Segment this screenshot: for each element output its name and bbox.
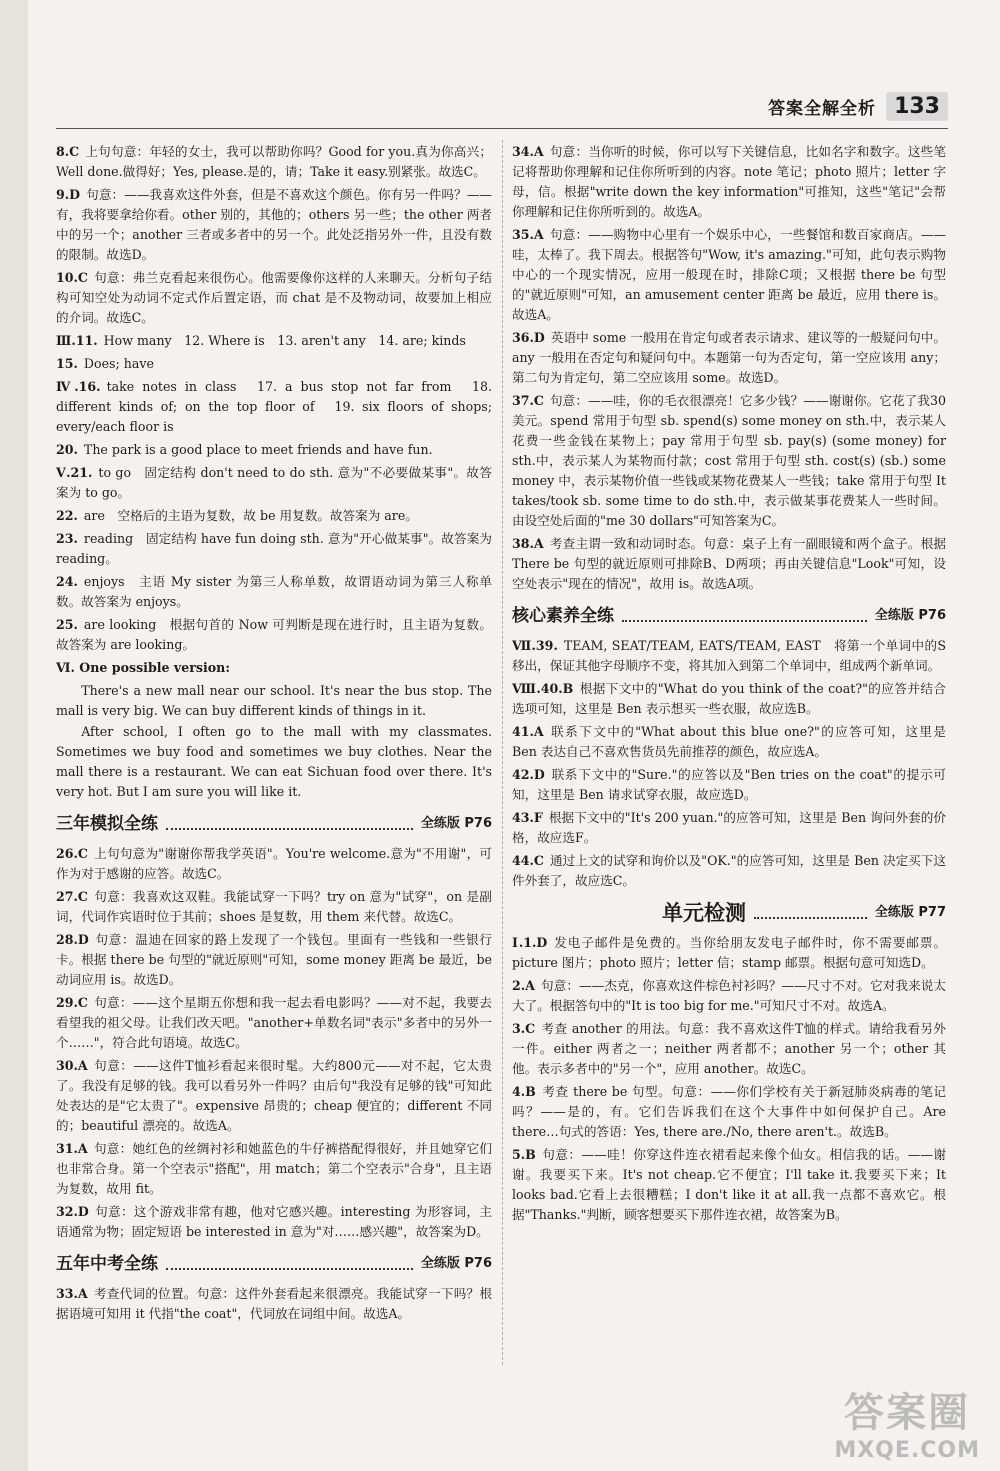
answer-list-right	[512, 142, 946, 594]
dotted-leader	[622, 610, 867, 622]
answer-number: 42.D	[512, 767, 545, 782]
answer-text: Does; have	[83, 356, 154, 371]
answer-text: 考查主谓一致和动词时态。句意：桌子上有一副眼镜和两个盒子。根据 There be 句型的就近原则可排除B、D两项；再由关键信息"Look"可知，设空处表示"现在的情况"，故用 is。故选A项。	[512, 536, 946, 591]
answer-number: 36.D	[512, 330, 545, 345]
column-divider	[502, 140, 503, 1365]
header-title: 答案全解全析	[768, 99, 877, 119]
answer-text: 联系下文中的"What about this blue one?"的应答可知，这里是 Ben 表达自己不喜欢售货员先前推荐的颜色，故应选A。	[512, 724, 946, 759]
section-header-danyuan	[662, 903, 946, 923]
answer-number: Ⅰ.1.D	[512, 935, 548, 950]
answer-text: 通过上文的试穿和询价以及"OK."的应答可知，这里是 Ben 决定买下这件外套了，故应选C。	[512, 853, 946, 888]
watermark-line: MXQE.COM	[834, 1438, 980, 1463]
section-ref: 全练版 P76	[874, 608, 946, 623]
answer-number: 26.C	[56, 846, 88, 861]
answer-item	[512, 1019, 946, 1079]
answer-item	[56, 354, 492, 374]
dotted-leader	[754, 907, 867, 919]
answer-item	[56, 377, 492, 437]
answer-text: TEAM, SEAT/TEAM, EATS/TEAM, EAST 将第一个单词中的S移出，保证其他字母顺序不变，将其加入到第二个单词中，组成两个新单词。	[512, 638, 947, 673]
answer-item	[56, 440, 492, 460]
answer-item	[56, 930, 492, 990]
answer-item	[512, 808, 946, 848]
answer-number: Ⅲ.11.	[56, 333, 98, 348]
answer-item	[512, 1082, 946, 1142]
answer-number: 2.A	[512, 978, 535, 993]
answer-item	[56, 142, 492, 182]
answer-number: 24.	[56, 574, 78, 589]
answer-item	[56, 1056, 492, 1136]
answer-item	[512, 636, 946, 676]
answer-number: 38.A	[512, 536, 544, 551]
answer-number: 27.C	[56, 889, 88, 904]
answer-list-hexin	[512, 636, 946, 891]
answer-item	[512, 391, 946, 531]
answer-number: 25.	[56, 617, 78, 632]
answer-text: The park is a good place to meet friends and have fun.	[83, 442, 433, 457]
answer-text: 考查代词的位置。句意：这件外套看起来很漂亮。我能试穿一下吗？根据语境可知用 it 代指"the coat"，代词放在词组中间。故选A。	[56, 1286, 492, 1321]
answer-text: 句意：当你听的时候，你可以写下关键信息，比如名字和数字。这些笔记将帮助你理解和记住你所听到的内容。note 笔记；photo 照片；letter 字母，信。根据"write down the key information"可推知，这些"笔记"会帮你理解和记住你所听到的。故选A。	[512, 144, 946, 219]
answer-item	[56, 506, 492, 526]
answer-number: 9.D	[56, 187, 81, 202]
answer-item	[56, 463, 492, 503]
answer-text: 联系下文中的"Sure."的应答以及"Ben tries on the coat"的提示可知，这里是 Ben 请求试穿衣服，故应选D。	[512, 767, 946, 802]
essay-block	[56, 658, 492, 802]
section-ref: 全练版 P76	[420, 1256, 492, 1271]
answer-text: 句意：——哇，你的毛衣很漂亮！它多少钱？——谢谢你。它花了我30美元。spend 常用于句型 sb. spend(s) some money on sth.中，表示某人花费一些金钱在某物上；pay 常用于句型 sb. pay(s) (some money) for sth.中，表示某人为某物而付款；cost 常用于句型 sth. cost(s) (sb.) some money 中，表示某物价值一些钱或某物花费某人一些钱；take 常用于句型 It takes/took sb. some time to do sth.中，表示做某事花费某人一些时间。由设空处后面的"me 30 dollars"可知答案为C。	[512, 393, 946, 528]
answer-list-wunian	[56, 1284, 492, 1324]
answer-item	[512, 851, 946, 891]
page-edge	[0, 0, 28, 1471]
dotted-leader	[166, 818, 413, 830]
answer-number: 23.	[56, 531, 78, 546]
answer-number: 28.D	[56, 932, 89, 947]
section-ref: 全练版 P76	[420, 816, 492, 831]
essay-heading: Ⅵ. One possible version:	[56, 660, 230, 675]
answer-item	[512, 722, 946, 762]
page-header	[768, 92, 948, 121]
answer-text: 英语中 some 一般用在肯定句或者表示请求、建议等的一般疑问句中。any 一般用在否定句和疑问句中。本题第一句为否定句，第一空应该用 any；第二句为肯定句，第二空应该用 some。故选D。	[512, 330, 946, 385]
answer-text: 句意：——购物中心里有一个娱乐中心，一些餐馆和数百家商店。——哇，太棒了。我下周去。根据答句"Wow, it's amazing."可知，此句表示购物中心的一个现实情况，应用一般现在时，排除C项；又根据 there be 句型的"就近原则"可知，an amusement center 距离 be 最近，应用 there is。故选A。	[512, 227, 946, 322]
header-rule	[56, 128, 948, 129]
answer-text: 句意：——哇！你穿这件连衣裙看起来像个仙女。相信我的话。——谢谢。我要买下来。It's not cheap.它不便宜；I'll take it.我要买下来；It looks bad.它看上去很糟糕；I don't like it at all.我一点都不喜欢它。根据"Thanks."判断，顾客想要买下那件连衣裙，故答案为B。	[512, 1147, 946, 1222]
answer-text: 句意：她红色的丝绸衬衫和她蓝色的牛仔裤搭配得很好，并且她穿它们也非常合身。第一个空表示"搭配"，用 match；第二个空表示"合身"，且主语为复数，故用 fit。	[56, 1141, 492, 1196]
section-title: 三年模拟全练	[56, 814, 158, 834]
answer-number: 3.C	[512, 1021, 536, 1036]
section-header-sannian	[56, 814, 492, 834]
answer-item	[512, 534, 946, 594]
answer-number: 30.A	[56, 1058, 88, 1073]
section-header-hexin	[512, 606, 946, 626]
answer-item	[56, 887, 492, 927]
answer-number: 34.A	[512, 144, 544, 159]
answer-item	[56, 1139, 492, 1199]
answer-text: to go 固定结构 don't need to do sth. 意为"不必要做某事"。故答案为 to go。	[56, 465, 492, 500]
left-column	[56, 142, 492, 1327]
answer-text: 句意：——这件T恤衫看起来很时髦。大约800元——对不起，它太贵了。我没有足够的钱。我可以看另外一件吗？由后句"我没有足够的钱"可知此处表达的是"它太贵了"。expensive 昂贵的；cheap 便宜的；different 不同的；beautiful 漂亮的。故选A。	[56, 1058, 492, 1133]
answer-number: 8.C	[56, 144, 80, 159]
section-title: 五年中考全练	[56, 1254, 158, 1274]
answer-text: 句意：我喜欢这双鞋。我能试穿一下吗？try on 意为"试穿"，on 是副词，代词作宾语时位于其前；shoes 是复数，用 them 来代替。故选C。	[56, 889, 492, 924]
answer-number: 10.C	[56, 270, 88, 285]
answer-item	[512, 976, 946, 1016]
answer-item	[512, 142, 946, 222]
answer-number: 37.C	[512, 393, 544, 408]
answer-number: 44.C	[512, 853, 544, 868]
essay-paragraph: After school, I often go to the mall with my classmates. Sometimes we buy food and sometimes we buy clothes. Near the mall there is a restaurant. We can eat Sichuan food over there. It's very hot. But I am sure you will like it.	[56, 724, 492, 799]
section-title: 单元检测	[662, 901, 746, 925]
answer-text: 句意：——杰克，你喜欢这件棕色衬衫吗？——尺寸不对。它对我来说太大了。根据答句中的"It is too big for me."可知尺寸不对。故选A。	[512, 978, 946, 1013]
answer-text: 上句句意为"谢谢你帮我学英语"。You're welcome.意为"不用谢"，可作为对于感谢的应答。故选C。	[56, 846, 492, 881]
answer-item	[512, 765, 946, 805]
answer-text: are looking 根据句首的 Now 可判断是现在进行时，且主语为复数。故答案为 are looking。	[56, 617, 492, 652]
answer-number: 22.	[56, 508, 78, 523]
answer-item	[56, 331, 492, 351]
answer-list-left	[56, 142, 492, 655]
answer-item	[512, 225, 946, 325]
section-ref: 全练版 P77	[874, 905, 946, 920]
section-header-wunian	[56, 1254, 492, 1274]
answer-text: 句意：——我喜欢这件外套，但是不喜欢这个颜色。你有另一件吗？——有，我将要拿给你看。other 别的，其他的；others 另一些；the other 两者中的另一个；another 三者或多者中的另一个。此处泛指另外一件，且没有数的限制。故选D。	[56, 187, 492, 262]
watermark-line: 答案圈	[844, 1390, 971, 1436]
answer-number: Ⅳ.16.	[56, 379, 101, 394]
answer-number: 15.	[56, 356, 78, 371]
answer-text: 句意：这个游戏非常有趣，他对它感兴趣。interesting 为形容词，主语通常为物；固定短语 be interested in 意为"对……感兴趣"，故答案为D。	[56, 1204, 492, 1239]
section-title: 核心素养全练	[512, 606, 614, 626]
answer-text: How many 12. Where is 13. aren't any 14. are; kinds	[103, 333, 466, 348]
watermark-logo	[834, 1381, 980, 1463]
answer-item	[56, 529, 492, 569]
answer-item	[56, 993, 492, 1053]
answer-number: Ⅷ.40.B	[512, 681, 574, 696]
right-column	[512, 142, 946, 1228]
answer-list-sannian	[56, 844, 492, 1242]
answer-text: enjoys 主语 My sister 为第三人称单数，故谓语动词为第三人称单数。故答案为 enjoys。	[56, 574, 492, 609]
answer-item	[512, 679, 946, 719]
answer-text: 句意：弗兰克看起来很伤心。他需要像你这样的人来聊天。分析句子结构可知空处为动词不定式作后置定语，而 chat 是不及物动词，故要加上相应的介词。故选C。	[56, 270, 492, 325]
answer-number: 31.A	[56, 1141, 88, 1156]
answer-item	[56, 572, 492, 612]
answer-number: 41.A	[512, 724, 544, 739]
answer-number: Ⅴ.21.	[56, 465, 93, 480]
answer-item	[56, 185, 492, 265]
answer-number: 4.B	[512, 1084, 536, 1099]
answer-text: 考查 there be 句型。句意：——你们学校有关于新冠肺炎病毒的笔记吗？——是的，有。它们告诉我们在这个大事件中如何保护自己。Are there…句式的答语：Yes, there are./No, there aren't.。故选B。	[512, 1084, 946, 1139]
answer-number: 29.C	[56, 995, 88, 1010]
answer-item	[512, 933, 946, 973]
answer-number: 32.D	[56, 1204, 89, 1219]
answer-text: 发电子邮件是免费的。当你给朋友发电子邮件时，你不需要邮票。picture 图片；photo 照片；letter 信；stamp 邮票。根据句意可知选D。	[512, 935, 946, 970]
essay-paragraph: There's a new mall near our school. It's near the bus stop. The mall is very big. We can buy different kinds of things in it.	[56, 683, 492, 718]
answer-text: take notes in class 17. a bus stop not far from 18. different kinds of; on the top floor of 19. six floors of shops; every/each floor is	[56, 379, 492, 434]
answer-item	[512, 328, 946, 388]
answer-text: are 空格后的主语为复数，故 be 用复数。故答案为 are。	[83, 508, 418, 523]
answer-item	[56, 615, 492, 655]
answer-text: 句意：温迪在回家的路上发现了一个钱包。里面有一些钱和一些银行卡。根据 there be 句型的"就近原则"可知，some money 距离 be 最近，be 动词应用 is。故选D。	[56, 932, 492, 987]
answer-item	[56, 1284, 492, 1324]
answer-text: reading 固定结构 have fun doing sth. 意为"开心做某事"。故答案为 reading。	[56, 531, 492, 566]
answer-number: 35.A	[512, 227, 544, 242]
answer-list-danyuan	[512, 933, 946, 1225]
answer-number: Ⅶ.39.	[512, 638, 558, 653]
page-number: 133	[886, 92, 948, 121]
answer-number: 43.F	[512, 810, 543, 825]
answer-item	[56, 268, 492, 328]
answer-text: 根据下文中的"It's 200 yuan."的应答可知，这里是 Ben 询问外套的价格，故应选F。	[512, 810, 946, 845]
answer-text: 考查 another 的用法。句意：我不喜欢这件T恤的样式。请给我看另外一件。either 两者之一；neither 两者都不；another 另一个；other 其他。表示多者中的"另一个"，应用 another。故选C。	[512, 1021, 946, 1076]
answer-number: 5.B	[512, 1147, 536, 1162]
dotted-leader	[166, 1258, 413, 1270]
answer-text: 根据下文中的"What do you think of the coat?"的应答并结合选项可知，这里是 Ben 表示想买一些衣服，故应选B。	[512, 681, 946, 716]
answer-text: 句意：——这个星期五你想和我一起去看电影吗？——对不起，我要去看望我的祖父母。让我们改天吧。"another+单数名词"表示"多者中的另外一个……"，符合此句语境。故选C。	[56, 995, 492, 1050]
answer-text: 上句句意：年轻的女士，我可以帮助你吗？Good for you.真为你高兴；Well done.做得好；Yes, please.是的，请；Take it easy.别紧张。故选C。	[56, 144, 492, 179]
answer-item	[512, 1145, 946, 1225]
answer-number: 33.A	[56, 1286, 88, 1301]
answer-item	[56, 844, 492, 884]
answer-item	[56, 1202, 492, 1242]
answer-number: 20.	[56, 442, 78, 457]
